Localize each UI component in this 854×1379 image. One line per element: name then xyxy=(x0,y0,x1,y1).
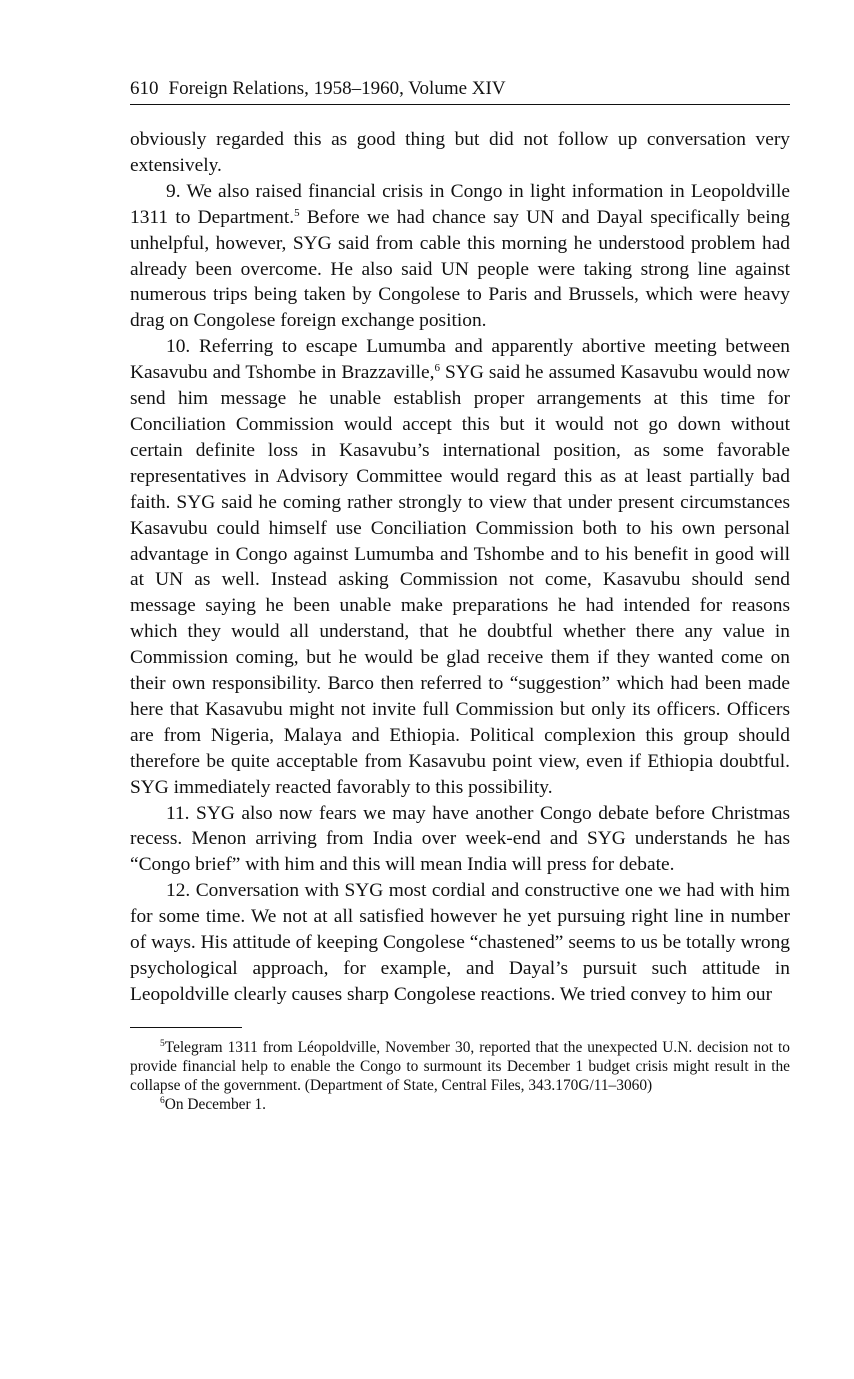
footnote-5 xyxy=(130,1038,790,1096)
paragraph-text: obviously regarded this as good thing but did not follow up conversation very extensively. xyxy=(130,129,790,176)
footnote-6 xyxy=(130,1095,790,1114)
running-title: Foreign Relations, 1958–1960, Volume XIV xyxy=(168,78,506,99)
paragraph-text: Before we had chance say UN and Dayal specifically being unhelpful, however, SYG said from cable this morning he understood problem had already been overcome. He also said UN people were taking strong line against numerous trips being taken by Congolese to Paris and Brussels, which were heavy drag on Congolese foreign exchange position. xyxy=(130,206,790,332)
footnotes xyxy=(130,1038,790,1115)
paragraph-10 xyxy=(130,334,790,800)
running-header xyxy=(130,76,790,105)
paragraph-text: 9. We also raised financial crisis in Congo in light information in Leopoldville 1311 to Department. xyxy=(130,180,790,228)
page-number: 610 xyxy=(130,78,159,99)
footnote-text: Telegram 1311 from Léopoldville, November 30, reported that the unexpected U.N. decision not to provide financial help to enable the Congo to surmount its December 1 budget crisis might result in the collapse of the government. (Department of State, Central Files, 343.170G/11–3060) xyxy=(130,1038,790,1095)
paragraph-continued xyxy=(130,127,790,179)
paragraph-text: 11. SYG also now fears we may have another Congo debate before Christmas recess. Menon arriving from India over week-end and SYG understands he has “Congo brief” with him and this will mean India will press for debate. xyxy=(130,802,790,876)
footnote-divider xyxy=(130,1027,242,1028)
paragraph-11 xyxy=(130,801,790,879)
body-text xyxy=(130,127,790,1008)
footnote-reference-6[interactable]: 6 xyxy=(434,362,440,375)
paragraph-text: SYG said he assumed Kasavubu would now send him message he unable establish proper arrangements at this time for Conciliation Commission would accept this but it would not go down without certain definite loss in Kasavubu’s international position, as some favorable representatives in Advisory Committee would regard this as at least partially bad faith. SYG said he coming rather strongly to view that under present circumstances Kasavubu could himself use Conciliation Commission both to his own personal advantage in Congo against Lumumba and Tshombe and to his benefit in good will at UN as well. Instead asking Commission not come, Kasavubu should send message saying he been unable make preparations he had intended for reasons which they would all understand, that he doubtful whether there any value in Commission coming, but he would be glad receive them if they wanted come on their own responsibility. Barco then referred to “suggestion” which had been made here that Kasavubu might not invite full Commission but only its officers. Officers are from Nigeria, Malaya and Ethiopia. Political complexion this group should therefore be quite acceptable from Kasavubu point view, even if Ethiopia doubtful. SYG immediately reacted favorably to this possibility. xyxy=(130,362,790,798)
paragraph-text: 12. Conversation with SYG most cordial and constructive one we had with him for some time. We not at all satisfied however he yet pursuing right line in number of ways. His attitude of keeping Congolese “chastened” seems to us be totally wrong psychological approach, for example, and Dayal’s pursuit such attitude in Leopoldville clearly causes sharp Congolese reactions. We tried convey to him our xyxy=(130,880,790,1005)
paragraph-9 xyxy=(130,179,790,334)
document-page xyxy=(130,76,790,1115)
footnote-marker: 5 xyxy=(160,1038,165,1049)
paragraph-text: 10. Referring to escape Lumumba and apparently abortive meeting between Kasavubu and Tshombe in Brazzaville, xyxy=(130,336,790,384)
footnote-marker: 6 xyxy=(160,1096,165,1107)
paragraph-12 xyxy=(130,878,790,1008)
footnote-reference-5[interactable]: 5 xyxy=(294,206,300,219)
footnote-text: On December 1. xyxy=(164,1096,267,1114)
